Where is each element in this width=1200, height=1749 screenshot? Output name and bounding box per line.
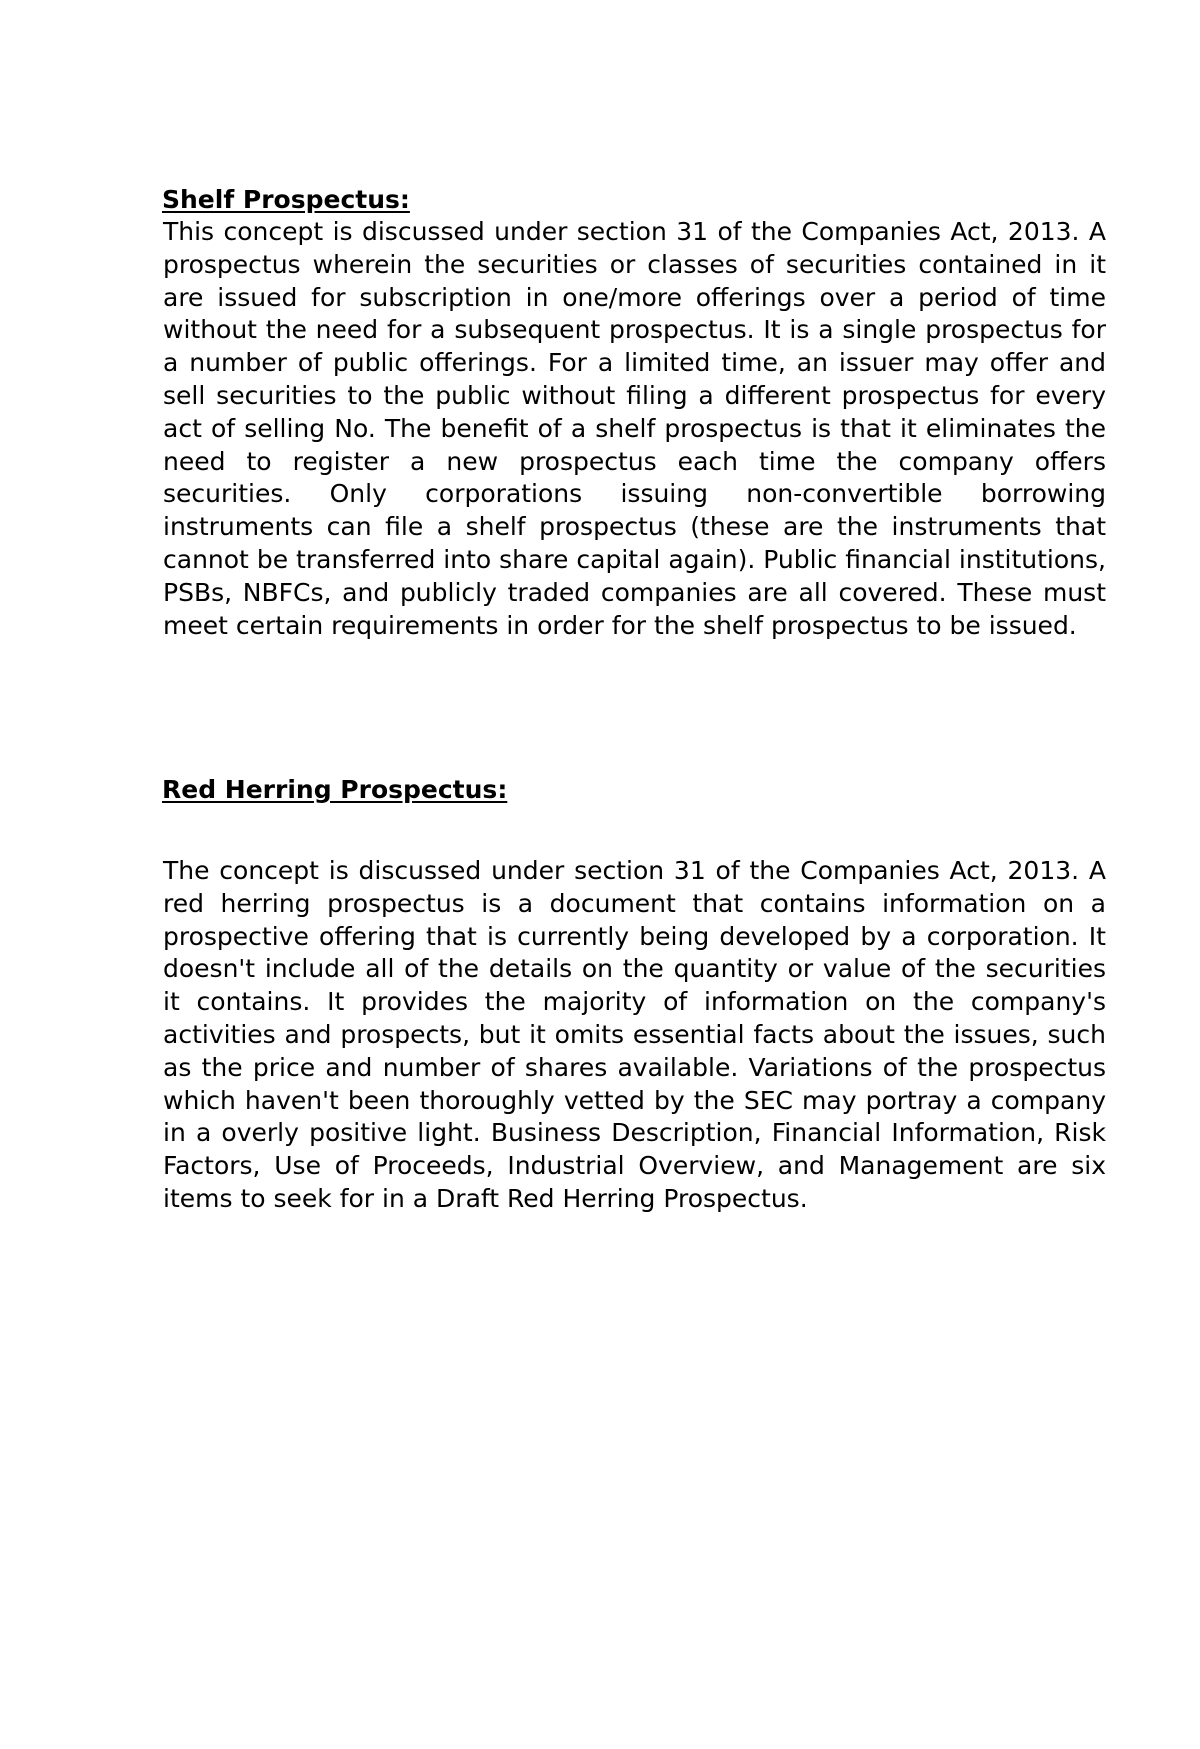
section-body-red-herring-prospectus: The concept is discussed under section 31 of the Companies Act, 2013. A red herring prospectus is a document that contains information on a prospective offering that is currently being developed by a corporation. It doesn't include all of the details on the quantity or value of the securities it contains. It provides the majority of information on the company's activities and prospects, but it omits essential facts about the issues, such as the price and number of shares available. Variations of the prospectus which haven't been thoroughly vetted by the SEC may portray a company in a overly positive light. Business Description, Financial Information, Risk Factors, Use of Proceeds, Industrial Overview, and Management are six items to seek for in a Draft Red Herring Prospectus. — [163, 856, 1106, 1213]
section-heading-shelf-prospectus — [125, 183, 410, 216]
section-heading-text: Red Herring Prospectus: — [162, 775, 508, 804]
section-heading-red-herring-prospectus — [125, 773, 507, 806]
section-heading-text: Shelf Prospectus: — [162, 185, 410, 214]
section-body-shelf-prospectus: This concept is discussed under section 31 of the Companies Act, 2013. A prospectus wherein the securities or classes of securities contained in it are issued for subscription in one/more offerings over a period of time without the need for a subsequent prospectus. It is a single prospectus for a number of public offerings. For a limited time, an issuer may offer and sell securities to the public without filing a different prospectus for every act of selling No. The benefit of a shelf prospectus is that it eliminates the need to register a new prospectus each time the company offers securities. Only corporations issuing non-convertible borrowing instruments can file a shelf prospectus (these are the instruments that cannot be transferred into share capital again). Public financial institutions, PSBs, NBFCs, and publicly traded companies are all covered. These must meet certain requirements in order for the shelf prospectus to be issued. — [163, 217, 1106, 640]
